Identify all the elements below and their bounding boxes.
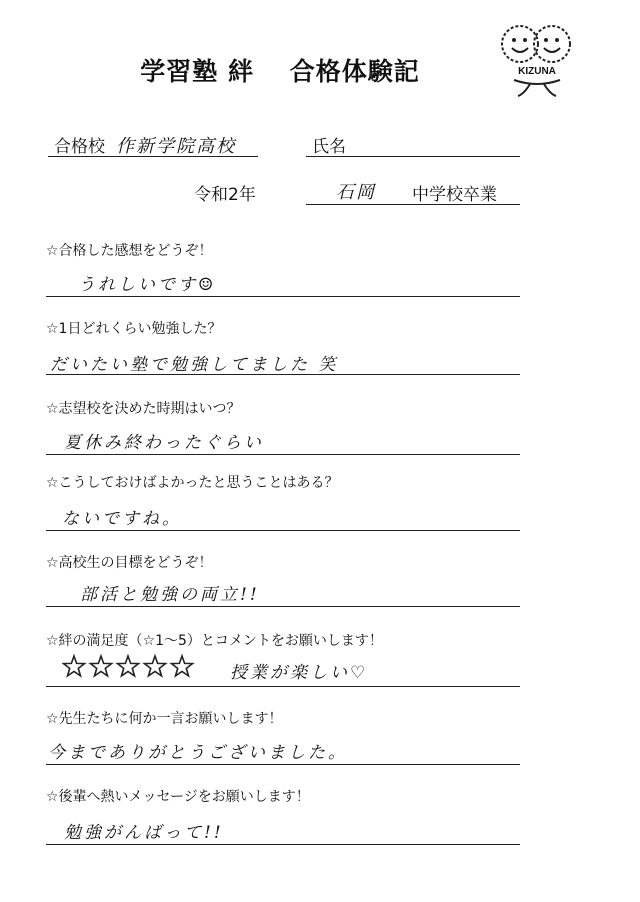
name-label: 氏名	[312, 137, 346, 157]
answer-3: 夏休み終わったぐらい	[64, 433, 264, 453]
question-5: ☆高校生の目標をどうぞ！	[46, 555, 213, 571]
kizuna-logo	[494, 14, 580, 100]
answer-rule-3	[46, 454, 520, 455]
question-2: ☆1日どれくらい勉強した？	[46, 321, 222, 337]
question-6: ☆絆の満足度（☆1～5）とコメントをお願いします！	[46, 633, 383, 649]
question-1: ☆合格した感想をどうぞ！	[46, 243, 213, 259]
answer-rule-4	[46, 530, 520, 531]
rating-star	[172, 656, 193, 676]
answer-8: 勉強がんばって!!	[64, 823, 224, 843]
answer-rule-5	[46, 606, 520, 607]
grad-name: 石岡	[336, 182, 376, 203]
answer-rule-2	[46, 374, 520, 375]
answer-6: 授業が楽しい♡	[230, 663, 369, 683]
logo-text: KIZUNA	[518, 66, 556, 77]
answer-7: 今までありがとうございました。	[48, 743, 348, 763]
question-8: ☆後輩へ熱いメッセージをお願いします！	[46, 789, 310, 805]
question-3: ☆志望校を決めた時期はいつ？	[46, 401, 241, 417]
rating-star	[91, 656, 112, 676]
answer-4: ないですね。	[62, 509, 182, 529]
grad-status: 中学校卒業	[412, 185, 497, 205]
rating-stars	[62, 654, 202, 680]
rating-star	[145, 656, 166, 676]
question-4: ☆こうしておけばよかったと思うことはある？	[46, 475, 339, 491]
school-value: 作新学院高校	[116, 136, 237, 157]
answer-5: 部活と勉強の両立!!	[80, 585, 260, 605]
grad-year: 令和2年	[194, 185, 256, 205]
school-label: 合格校	[54, 137, 105, 157]
school-field	[54, 132, 236, 158]
grad-rule	[306, 204, 520, 205]
document-title: 学習塾 絆 合格体験記	[140, 57, 420, 86]
answer-rule-8	[46, 844, 520, 845]
answer-rule-1	[46, 296, 520, 297]
school-rule	[48, 156, 258, 157]
answer-2: だいたい塾で勉強してました 笑	[50, 355, 339, 375]
question-7: ☆先生たちに何か一言お願いします！	[46, 711, 283, 727]
rating-star	[118, 656, 139, 676]
rating-star	[64, 656, 85, 676]
answer-rule-7	[46, 764, 520, 765]
answer-rule-6	[46, 686, 520, 687]
name-rule	[306, 156, 520, 157]
answer-1: うれしいです☺	[78, 275, 217, 295]
